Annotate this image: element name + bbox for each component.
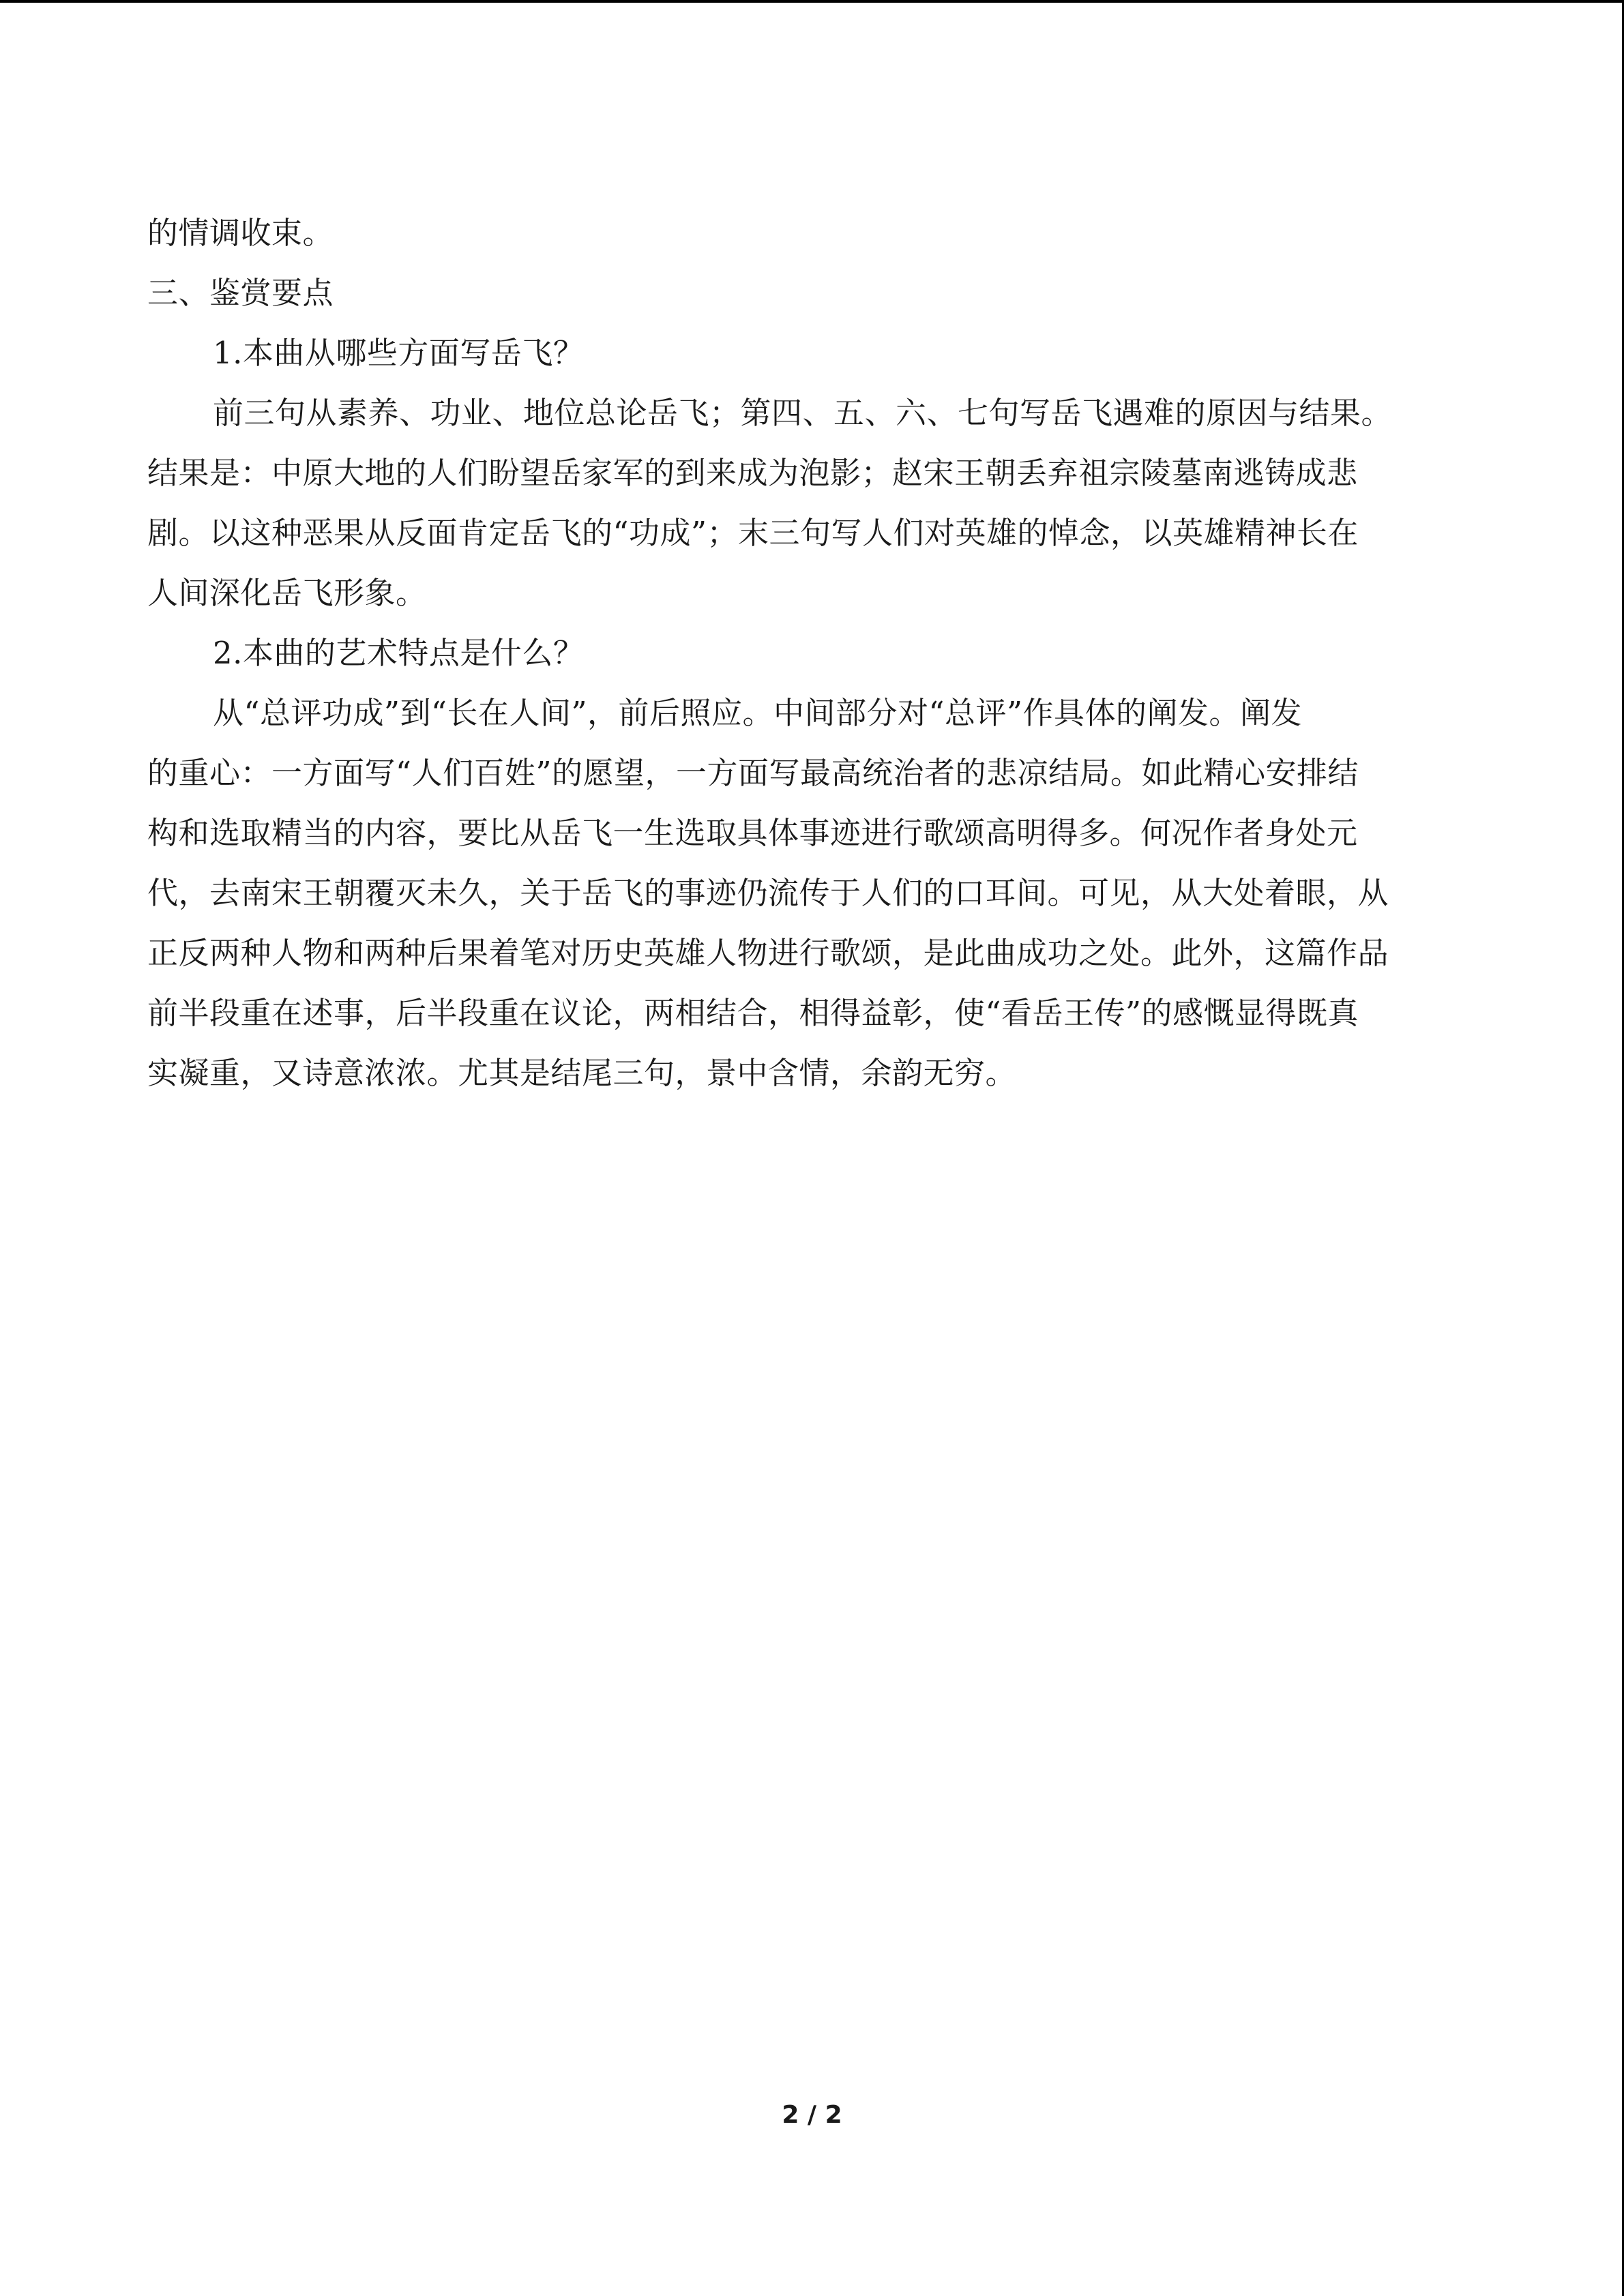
page-top-border [0, 0, 1624, 3]
text-line: 前三句从素养、功业、地位总论岳飞；第四、五、六、七句写岳飞遇难的原因与结果。 [213, 395, 1393, 431]
text-line: 人间深化岳飞形象。 [147, 575, 427, 611]
text-line: 的重心：一方面写“人们百姓”的愿望，一方面写最高统治者的悲凉结局。如此精心安排结 [147, 755, 1359, 791]
text-line: 的情调收束。 [147, 215, 334, 251]
text-line: 构和选取精当的内容，要比从岳飞一生选取具体事迹进行歌颂高明得多。何况作者身处元 [147, 815, 1358, 851]
text-line: 剧。以这种恶果从反面肯定岳飞的“功成”；末三句写人们对英雄的悼念，以英雄精神长在 [147, 515, 1359, 551]
text-line: 前半段重在述事，后半段重在议论，两相结合，相得益彰，使“看岳王传”的感慨显得既真 [147, 995, 1359, 1031]
page-number: 2 / 2 [782, 2101, 842, 2129]
text-line: 结果是：中原大地的人们盼望岳家军的到来成为泡影；赵宋王朝丢弃祖宗陵墓南逃铸成悲 [147, 455, 1358, 491]
text-line: 从“总评功成”到“长在人间”，前后照应。中间部分对“总评”作具体的阐发。阐发 [213, 695, 1303, 731]
document-body [147, 203, 1464, 1103]
text-line: 正反两种人物和两种后果着笔对历史英雄人物进行歌颂，是此曲成功之处。此外，这篇作品 [147, 935, 1389, 971]
section-heading: 三、鉴赏要点 [147, 275, 334, 311]
question-heading: 2.本曲的艺术特点是什么？ [213, 635, 585, 671]
text-line: 代，去南宋王朝覆灭未久，关于岳飞的事迹仍流传于人们的口耳间。可见，从大处着眼，从 [147, 875, 1389, 911]
question-heading: 1.本曲从哪些方面写岳飞？ [213, 335, 585, 371]
text-line: 实凝重，又诗意浓浓。尤其是结尾三句，景中含情，余韵无穷。 [147, 1055, 1017, 1091]
